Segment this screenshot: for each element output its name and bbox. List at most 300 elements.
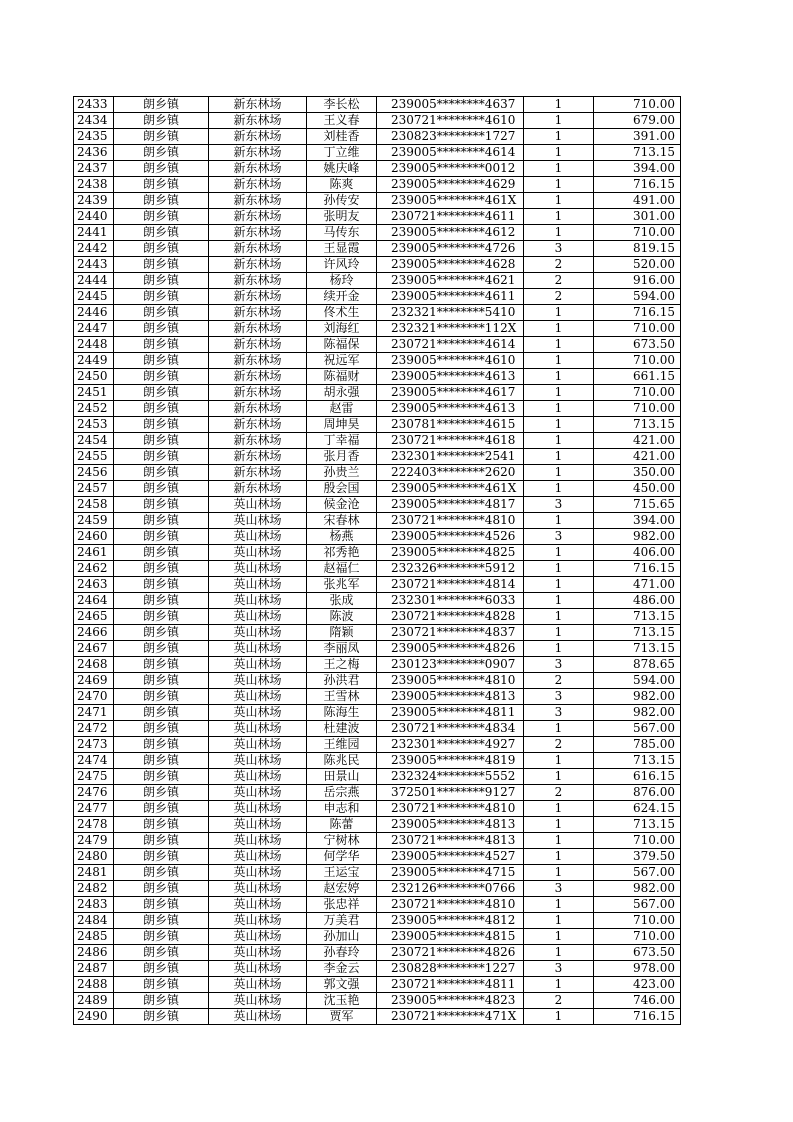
- farm-cell: 新东林场: [209, 273, 307, 289]
- town-cell: 朗乡镇: [114, 177, 209, 193]
- id-number-cell: 230721********4837: [377, 625, 524, 641]
- data-table: [73, 96, 681, 1025]
- town-cell: 朗乡镇: [114, 1009, 209, 1025]
- town-cell: 朗乡镇: [114, 945, 209, 961]
- farm-cell: 英山林场: [209, 705, 307, 721]
- name-cell: 孙春玲: [307, 945, 377, 961]
- amount-cell: 679.00: [594, 113, 681, 129]
- farm-cell: 新东林场: [209, 241, 307, 257]
- table-row: [74, 465, 681, 481]
- count-cell: 1: [524, 129, 594, 145]
- table-row: [74, 241, 681, 257]
- table-row: [74, 641, 681, 657]
- farm-cell: 英山林场: [209, 865, 307, 881]
- town-cell: 朗乡镇: [114, 497, 209, 513]
- name-cell: 候金沧: [307, 497, 377, 513]
- name-cell: 丁幸福: [307, 433, 377, 449]
- id-number-cell: 239005********4825: [377, 545, 524, 561]
- farm-cell: 英山林场: [209, 593, 307, 609]
- count-cell: 1: [524, 897, 594, 913]
- amount-cell: 713.15: [594, 609, 681, 625]
- town-cell: 朗乡镇: [114, 785, 209, 801]
- amount-cell: 710.00: [594, 225, 681, 241]
- table-row: [74, 673, 681, 689]
- farm-cell: 新东林场: [209, 401, 307, 417]
- town-cell: 朗乡镇: [114, 817, 209, 833]
- count-cell: 1: [524, 641, 594, 657]
- amount-cell: 423.00: [594, 977, 681, 993]
- name-cell: 张月香: [307, 449, 377, 465]
- row-number: 2435: [74, 129, 114, 145]
- name-cell: 李金云: [307, 961, 377, 977]
- name-cell: 郭文强: [307, 977, 377, 993]
- id-number-cell: 239005********4613: [377, 401, 524, 417]
- amount-cell: 406.00: [594, 545, 681, 561]
- amount-cell: 713.15: [594, 625, 681, 641]
- id-number-cell: 239005********4815: [377, 929, 524, 945]
- amount-cell: 978.00: [594, 961, 681, 977]
- name-cell: 陈海生: [307, 705, 377, 721]
- amount-cell: 710.00: [594, 353, 681, 369]
- name-cell: 张兆军: [307, 577, 377, 593]
- row-number: 2434: [74, 113, 114, 129]
- farm-cell: 英山林场: [209, 913, 307, 929]
- row-number: 2468: [74, 657, 114, 673]
- id-number-cell: 239005********4629: [377, 177, 524, 193]
- amount-cell: 716.15: [594, 561, 681, 577]
- row-number: 2463: [74, 577, 114, 593]
- amount-cell: 819.15: [594, 241, 681, 257]
- table-row: [74, 721, 681, 737]
- town-cell: 朗乡镇: [114, 209, 209, 225]
- table-row: [74, 337, 681, 353]
- town-cell: 朗乡镇: [114, 593, 209, 609]
- farm-cell: 新东林场: [209, 321, 307, 337]
- name-cell: 祝远军: [307, 353, 377, 369]
- name-cell: 沈玉艳: [307, 993, 377, 1009]
- count-cell: 2: [524, 785, 594, 801]
- row-number: 2451: [74, 385, 114, 401]
- amount-cell: 746.00: [594, 993, 681, 1009]
- town-cell: 朗乡镇: [114, 897, 209, 913]
- id-number-cell: 239005********4819: [377, 753, 524, 769]
- id-number-cell: 232324********5552: [377, 769, 524, 785]
- amount-cell: 379.50: [594, 849, 681, 865]
- amount-cell: 982.00: [594, 881, 681, 897]
- id-number-cell: 239005********4726: [377, 241, 524, 257]
- name-cell: 王之梅: [307, 657, 377, 673]
- town-cell: 朗乡镇: [114, 129, 209, 145]
- amount-cell: 982.00: [594, 705, 681, 721]
- count-cell: 1: [524, 193, 594, 209]
- name-cell: 刘海红: [307, 321, 377, 337]
- amount-cell: 567.00: [594, 897, 681, 913]
- row-number: 2485: [74, 929, 114, 945]
- town-cell: 朗乡镇: [114, 433, 209, 449]
- count-cell: 1: [524, 113, 594, 129]
- town-cell: 朗乡镇: [114, 705, 209, 721]
- farm-cell: 英山林场: [209, 961, 307, 977]
- town-cell: 朗乡镇: [114, 481, 209, 497]
- name-cell: 赵宏婷: [307, 881, 377, 897]
- name-cell: 宋春林: [307, 513, 377, 529]
- table-row: [74, 737, 681, 753]
- amount-cell: 394.00: [594, 513, 681, 529]
- count-cell: 1: [524, 865, 594, 881]
- table-row: [74, 577, 681, 593]
- count-cell: 2: [524, 737, 594, 753]
- town-cell: 朗乡镇: [114, 257, 209, 273]
- table-row: [74, 945, 681, 961]
- name-cell: 万美君: [307, 913, 377, 929]
- table-row: [74, 481, 681, 497]
- id-number-cell: 230823********1727: [377, 129, 524, 145]
- table-row: [74, 161, 681, 177]
- name-cell: 贾军: [307, 1009, 377, 1025]
- id-number-cell: 230828********1227: [377, 961, 524, 977]
- table-row: [74, 433, 681, 449]
- count-cell: 1: [524, 145, 594, 161]
- row-number: 2489: [74, 993, 114, 1009]
- count-cell: 3: [524, 705, 594, 721]
- town-cell: 朗乡镇: [114, 145, 209, 161]
- table-row: [74, 753, 681, 769]
- farm-cell: 英山林场: [209, 817, 307, 833]
- row-number: 2453: [74, 417, 114, 433]
- id-number-cell: 232326********5912: [377, 561, 524, 577]
- count-cell: 1: [524, 769, 594, 785]
- id-number-cell: 230721********4826: [377, 945, 524, 961]
- town-cell: 朗乡镇: [114, 801, 209, 817]
- table-row: [74, 225, 681, 241]
- id-number-cell: 239005********4810: [377, 673, 524, 689]
- table-row: [74, 113, 681, 129]
- row-number: 2461: [74, 545, 114, 561]
- table-row: [74, 353, 681, 369]
- table-row: [74, 177, 681, 193]
- town-cell: 朗乡镇: [114, 689, 209, 705]
- row-number: 2462: [74, 561, 114, 577]
- town-cell: 朗乡镇: [114, 161, 209, 177]
- row-number: 2436: [74, 145, 114, 161]
- amount-cell: 916.00: [594, 273, 681, 289]
- farm-cell: 英山林场: [209, 657, 307, 673]
- count-cell: 3: [524, 881, 594, 897]
- town-cell: 朗乡镇: [114, 545, 209, 561]
- id-number-cell: 232321********112X: [377, 321, 524, 337]
- amount-cell: 710.00: [594, 321, 681, 337]
- row-number: 2476: [74, 785, 114, 801]
- row-number: 2443: [74, 257, 114, 273]
- table-row: [74, 545, 681, 561]
- count-cell: 1: [524, 977, 594, 993]
- farm-cell: 英山林场: [209, 753, 307, 769]
- town-cell: 朗乡镇: [114, 289, 209, 305]
- table-row: [74, 625, 681, 641]
- count-cell: 3: [524, 529, 594, 545]
- name-cell: 佟术生: [307, 305, 377, 321]
- amount-cell: 421.00: [594, 433, 681, 449]
- town-cell: 朗乡镇: [114, 657, 209, 673]
- count-cell: 1: [524, 449, 594, 465]
- table-row: [74, 929, 681, 945]
- id-number-cell: 230721********4810: [377, 897, 524, 913]
- name-cell: 张成: [307, 593, 377, 609]
- amount-cell: 716.15: [594, 177, 681, 193]
- amount-cell: 394.00: [594, 161, 681, 177]
- row-number: 2458: [74, 497, 114, 513]
- town-cell: 朗乡镇: [114, 337, 209, 353]
- amount-cell: 673.50: [594, 945, 681, 961]
- table-row: [74, 257, 681, 273]
- row-number: 2473: [74, 737, 114, 753]
- id-number-cell: 239005********4823: [377, 993, 524, 1009]
- farm-cell: 新东林场: [209, 417, 307, 433]
- town-cell: 朗乡镇: [114, 305, 209, 321]
- row-number: 2480: [74, 849, 114, 865]
- town-cell: 朗乡镇: [114, 977, 209, 993]
- town-cell: 朗乡镇: [114, 753, 209, 769]
- name-cell: 陈福保: [307, 337, 377, 353]
- name-cell: 许风玲: [307, 257, 377, 273]
- amount-cell: 624.15: [594, 801, 681, 817]
- count-cell: 1: [524, 481, 594, 497]
- count-cell: 1: [524, 625, 594, 641]
- town-cell: 朗乡镇: [114, 769, 209, 785]
- count-cell: 1: [524, 305, 594, 321]
- town-cell: 朗乡镇: [114, 113, 209, 129]
- table-row: [74, 609, 681, 625]
- farm-cell: 英山林场: [209, 769, 307, 785]
- town-cell: 朗乡镇: [114, 273, 209, 289]
- count-cell: 1: [524, 97, 594, 113]
- count-cell: 1: [524, 353, 594, 369]
- town-cell: 朗乡镇: [114, 641, 209, 657]
- amount-cell: 713.15: [594, 753, 681, 769]
- farm-cell: 新东林场: [209, 289, 307, 305]
- id-number-cell: 239005********4613: [377, 369, 524, 385]
- id-number-cell: 239005********4526: [377, 529, 524, 545]
- id-number-cell: 230781********4615: [377, 417, 524, 433]
- count-cell: 1: [524, 817, 594, 833]
- row-number: 2487: [74, 961, 114, 977]
- name-cell: 孙传安: [307, 193, 377, 209]
- name-cell: 陈爽: [307, 177, 377, 193]
- table-row: [74, 561, 681, 577]
- id-number-cell: 239005********4811: [377, 705, 524, 721]
- id-number-cell: 239005********4612: [377, 225, 524, 241]
- id-number-cell: 239005********4621: [377, 273, 524, 289]
- table-row: [74, 865, 681, 881]
- town-cell: 朗乡镇: [114, 913, 209, 929]
- amount-cell: 486.00: [594, 593, 681, 609]
- count-cell: 1: [524, 849, 594, 865]
- count-cell: 1: [524, 945, 594, 961]
- table-row: [74, 385, 681, 401]
- id-number-cell: 239005********4813: [377, 817, 524, 833]
- row-number: 2472: [74, 721, 114, 737]
- table-row: [74, 145, 681, 161]
- farm-cell: 英山林场: [209, 721, 307, 737]
- name-cell: 陈波: [307, 609, 377, 625]
- farm-cell: 新东林场: [209, 209, 307, 225]
- town-cell: 朗乡镇: [114, 625, 209, 641]
- id-number-cell: 239005********4637: [377, 97, 524, 113]
- row-number: 2464: [74, 593, 114, 609]
- id-number-cell: 239005********461X: [377, 193, 524, 209]
- row-number: 2445: [74, 289, 114, 305]
- count-cell: 1: [524, 385, 594, 401]
- amount-cell: 471.00: [594, 577, 681, 593]
- row-number: 2437: [74, 161, 114, 177]
- farm-cell: 新东林场: [209, 97, 307, 113]
- name-cell: 祁秀艳: [307, 545, 377, 561]
- town-cell: 朗乡镇: [114, 465, 209, 481]
- amount-cell: 491.00: [594, 193, 681, 209]
- table-row: [74, 657, 681, 673]
- table-row: [74, 977, 681, 993]
- table-row: [74, 705, 681, 721]
- town-cell: 朗乡镇: [114, 561, 209, 577]
- row-number: 2444: [74, 273, 114, 289]
- name-cell: 杜建波: [307, 721, 377, 737]
- id-number-cell: 222403********2620: [377, 465, 524, 481]
- farm-cell: 英山林场: [209, 545, 307, 561]
- count-cell: 1: [524, 177, 594, 193]
- count-cell: 1: [524, 833, 594, 849]
- count-cell: 3: [524, 689, 594, 705]
- table-row: [74, 529, 681, 545]
- town-cell: 朗乡镇: [114, 241, 209, 257]
- id-number-cell: 239005********4614: [377, 145, 524, 161]
- id-number-cell: 230721********4618: [377, 433, 524, 449]
- row-number: 2449: [74, 353, 114, 369]
- table-row: [74, 129, 681, 145]
- id-number-cell: 239005********4813: [377, 689, 524, 705]
- table-row: [74, 961, 681, 977]
- row-number: 2442: [74, 241, 114, 257]
- row-number: 2490: [74, 1009, 114, 1025]
- row-number: 2450: [74, 369, 114, 385]
- row-number: 2439: [74, 193, 114, 209]
- id-number-cell: 239005********4817: [377, 497, 524, 513]
- row-number: 2479: [74, 833, 114, 849]
- amount-cell: 661.15: [594, 369, 681, 385]
- town-cell: 朗乡镇: [114, 193, 209, 209]
- table-row: [74, 497, 681, 513]
- name-cell: 姚庆峰: [307, 161, 377, 177]
- row-number: 2433: [74, 97, 114, 113]
- id-number-cell: 230721********4811: [377, 977, 524, 993]
- farm-cell: 新东林场: [209, 337, 307, 353]
- table-row: [74, 289, 681, 305]
- name-cell: 孙贵兰: [307, 465, 377, 481]
- farm-cell: 新东林场: [209, 449, 307, 465]
- count-cell: 3: [524, 657, 594, 673]
- amount-cell: 301.00: [594, 209, 681, 225]
- name-cell: 马传东: [307, 225, 377, 241]
- farm-cell: 新东林场: [209, 305, 307, 321]
- count-cell: 1: [524, 209, 594, 225]
- count-cell: 2: [524, 289, 594, 305]
- town-cell: 朗乡镇: [114, 417, 209, 433]
- amount-cell: 785.00: [594, 737, 681, 753]
- name-cell: 赵福仁: [307, 561, 377, 577]
- town-cell: 朗乡镇: [114, 961, 209, 977]
- count-cell: 1: [524, 401, 594, 417]
- row-number: 2455: [74, 449, 114, 465]
- count-cell: 1: [524, 801, 594, 817]
- amount-cell: 710.00: [594, 833, 681, 849]
- town-cell: 朗乡镇: [114, 529, 209, 545]
- amount-cell: 391.00: [594, 129, 681, 145]
- town-cell: 朗乡镇: [114, 849, 209, 865]
- amount-cell: 350.00: [594, 465, 681, 481]
- id-number-cell: 239005********4617: [377, 385, 524, 401]
- table-row: [74, 833, 681, 849]
- farm-cell: 新东林场: [209, 481, 307, 497]
- amount-cell: 713.15: [594, 145, 681, 161]
- name-cell: 续开金: [307, 289, 377, 305]
- count-cell: 1: [524, 513, 594, 529]
- row-number: 2474: [74, 753, 114, 769]
- town-cell: 朗乡镇: [114, 737, 209, 753]
- id-number-cell: 230721********4810: [377, 513, 524, 529]
- name-cell: 何学华: [307, 849, 377, 865]
- farm-cell: 英山林场: [209, 561, 307, 577]
- table-row: [74, 209, 681, 225]
- amount-cell: 567.00: [594, 721, 681, 737]
- id-number-cell: 230721********4614: [377, 337, 524, 353]
- amount-cell: 982.00: [594, 689, 681, 705]
- farm-cell: 英山林场: [209, 785, 307, 801]
- farm-cell: 英山林场: [209, 625, 307, 641]
- id-number-cell: 230721********4828: [377, 609, 524, 625]
- count-cell: 3: [524, 497, 594, 513]
- farm-cell: 新东林场: [209, 129, 307, 145]
- id-number-cell: 230721********4810: [377, 801, 524, 817]
- count-cell: 2: [524, 257, 594, 273]
- count-cell: 1: [524, 913, 594, 929]
- farm-cell: 英山林场: [209, 881, 307, 897]
- id-number-cell: 239005********4826: [377, 641, 524, 657]
- town-cell: 朗乡镇: [114, 449, 209, 465]
- farm-cell: 英山林场: [209, 609, 307, 625]
- name-cell: 王维园: [307, 737, 377, 753]
- count-cell: 1: [524, 1009, 594, 1025]
- name-cell: 王显霞: [307, 241, 377, 257]
- farm-cell: 新东林场: [209, 433, 307, 449]
- table-row: [74, 449, 681, 465]
- farm-cell: 英山林场: [209, 849, 307, 865]
- farm-cell: 英山林场: [209, 497, 307, 513]
- count-cell: 2: [524, 993, 594, 1009]
- farm-cell: 英山林场: [209, 689, 307, 705]
- row-number: 2484: [74, 913, 114, 929]
- town-cell: 朗乡镇: [114, 369, 209, 385]
- row-number: 2470: [74, 689, 114, 705]
- name-cell: 陈兆民: [307, 753, 377, 769]
- farm-cell: 新东林场: [209, 225, 307, 241]
- id-number-cell: 232301********6033: [377, 593, 524, 609]
- table-row: [74, 881, 681, 897]
- farm-cell: 英山林场: [209, 529, 307, 545]
- town-cell: 朗乡镇: [114, 673, 209, 689]
- town-cell: 朗乡镇: [114, 881, 209, 897]
- amount-cell: 713.15: [594, 417, 681, 433]
- farm-cell: 英山林场: [209, 801, 307, 817]
- town-cell: 朗乡镇: [114, 353, 209, 369]
